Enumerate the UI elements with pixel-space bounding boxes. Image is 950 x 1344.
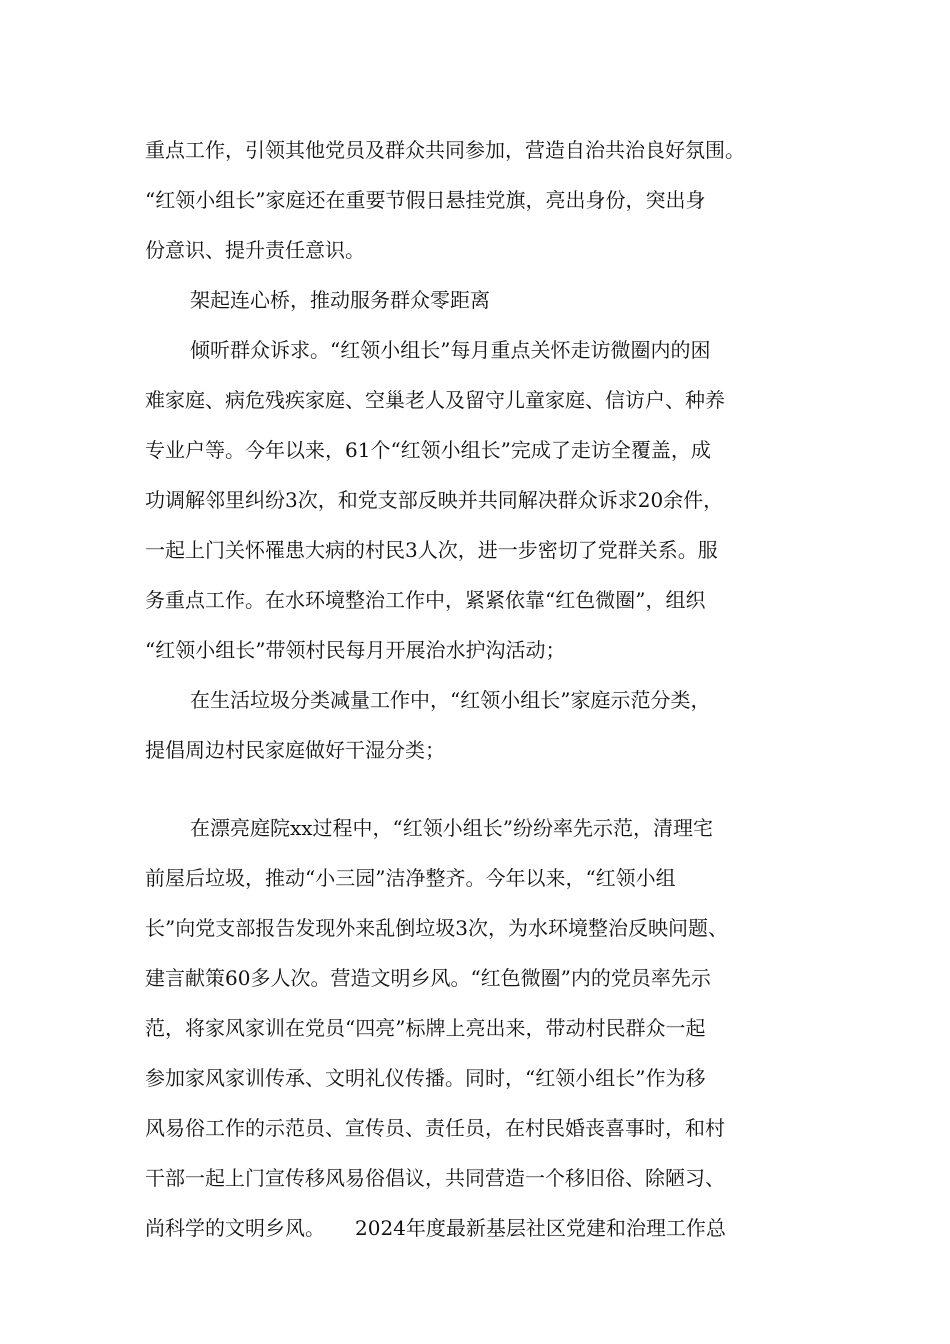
text-line: 在生活垃圾分类减量工作中，“红领小组长”家庭示范分类， <box>190 688 711 712</box>
text-line: “红领小组长”带领村民每月开展治水护沟活动； <box>145 638 566 662</box>
text-line: 前屋后垃圾，推动“小三园”洁净整齐。今年以来，“红领小组 <box>145 866 676 890</box>
text-line: 风易俗工作的示范员、宣传员、责任员，在村民婚丧喜事时，和村 <box>145 1116 725 1140</box>
text-line: 提倡周边村民家庭做好干湿分类； <box>145 738 445 762</box>
text-line: “红领小组长”家庭还在重要节假日悬挂党旗，亮出身份，突出身 <box>145 188 706 212</box>
text-line: 功调解邻里纠纷3次，和党支部反映并共同解决群众诉求20余件， <box>145 488 724 512</box>
text-line: 务重点工作。在水环境整治工作中，紧紧依靠“红色微圈”，组织 <box>145 588 706 612</box>
text-line: 干部一起上门宣传移风易俗倡议，共同营造一个移旧俗、除陋习、 <box>145 1166 725 1190</box>
section-heading: 架起连心桥，推动服务群众零距离 <box>190 288 490 312</box>
text-line: 在漂亮庭院xx过程中，“红领小组长”纷纷率先示范，清理宅 <box>190 816 714 840</box>
text-line: 难家庭、病危残疾家庭、空巢老人及留守儿童家庭、信访户、种养 <box>145 388 725 412</box>
text-line: 范，将家风家训在党员“四亮”标牌上亮出来，带动村民群众一起 <box>145 1016 706 1040</box>
text-line: 倾听群众诉求。“红领小组长”每月重点关怀走访微圈内的困 <box>190 338 711 362</box>
text-line: 份意识、提升责任意识。 <box>145 238 365 262</box>
text-line: 一起上门关怀罹患大病的村民3人次，进一步密切了党群关系。服 <box>145 538 718 562</box>
text-line: 建言献策60多人次。营造文明乡风。“红色微圈”内的党员率先示 <box>145 966 711 990</box>
text-line: 重点工作，引领其他党员及群众共同参加，营造自治共治良好氛围。 <box>145 138 745 162</box>
text-line: 长”向党支部报告发现外来乱倒垃圾3次，为水环境整治反映问题、 <box>145 916 728 940</box>
text-line: 尚科学的文明乡风。 2024年度最新基层社区党建和治理工作总 <box>145 1216 726 1240</box>
text-line: 参加家风家训传承、文明礼仪传播。同时，“红领小组长”作为移 <box>145 1066 706 1090</box>
text-line: 专业户等。今年以来，61个“红领小组长”完成了走访全覆盖，成 <box>145 438 711 462</box>
